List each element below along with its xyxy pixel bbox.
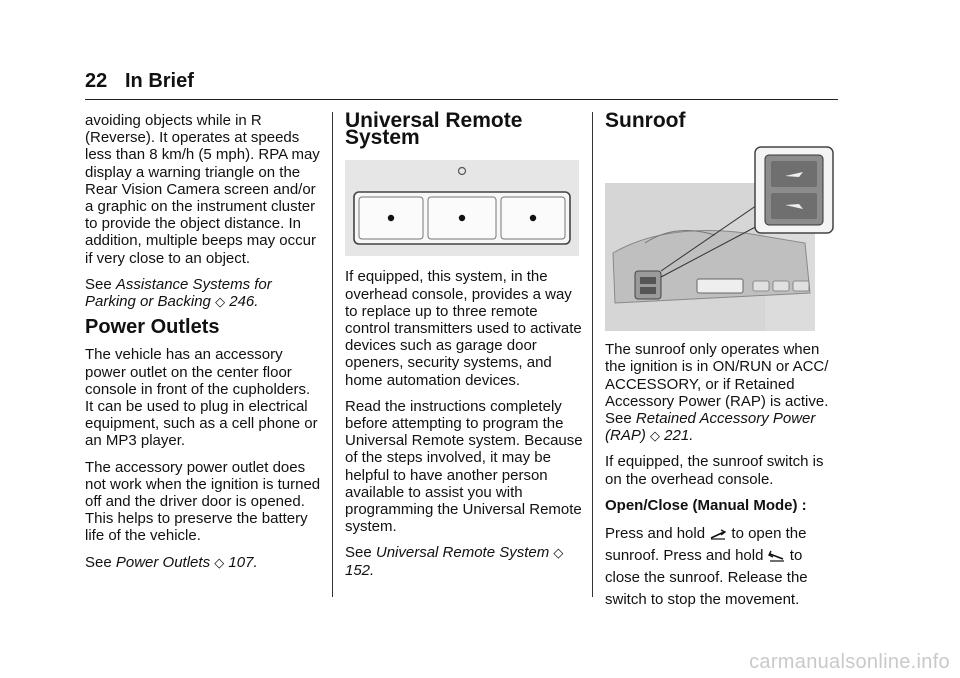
- page-ref-icon: ◇: [215, 294, 226, 310]
- page-ref-icon: ◇: [214, 554, 225, 570]
- cross-reference-link[interactable]: Universal Remote System: [375, 544, 550, 562]
- column-middle: [345, 109, 583, 588]
- paragraph-power-outlets: The vehicle has an accessory power outlet on the center floor console in front of the cupholders. It can be used to plug in electrical equipment, such as a cell phone or an MP3 player.: [85, 346, 318, 450]
- subheading-open-close: Open/Close (Manual Mode) :: [605, 496, 807, 514]
- sunroof-close-icon: [768, 549, 786, 563]
- paragraph-open-close: Press and hold to open the sunroof. Press and hold to close the sunroof. Release the switch to stop the movement.: [605, 525, 808, 609]
- page-header: [85, 70, 838, 100]
- cross-reference-link[interactable]: Power Outlets: [115, 553, 211, 571]
- cross-reference-link[interactable]: Assistance Systems for Parking or Backing: [85, 275, 272, 311]
- paragraph-universal-remote-2: Read the instructions completely before attempting to program the Universal Remote system. Because of the steps involved, it may be helpful to have another person available to assist you with programming the Universal Remote system.: [345, 397, 583, 536]
- paragraph-sunroof-switch: If equipped, the sunroof switch is on the overhead console.: [605, 453, 824, 488]
- universal-remote-illustration: [345, 160, 579, 256]
- page-ref-icon: ◇: [553, 545, 564, 561]
- sunroof-switch-illustration: [605, 143, 841, 331]
- watermark: carmanualsonline.info: [749, 651, 950, 673]
- paragraph-sunroof: The sunroof only operates when the ignition is in ON/RUN or ACC/ ACCESSORY, or if Retained Accessory Power (RAP) is active. See Retained Accessory Power (RAP) ◇ 221.: [605, 341, 829, 445]
- heading-universal-remote: Universal Remote System: [345, 109, 523, 150]
- see-reference: See Universal Remote System ◇ 152.: [345, 544, 564, 579]
- paragraph-universal-remote: If equipped, this system, in the overhead console, provides a way to replace up to three remote control transmitters used to activate devices such as garage door openers, security systems, and home automation devices.: [345, 268, 582, 389]
- column-divider: [592, 112, 593, 597]
- cross-reference-link[interactable]: Retained Accessory Power (RAP): [605, 410, 816, 445]
- page-number: 22: [85, 70, 108, 92]
- column-left: [85, 112, 321, 580]
- page-ref-icon: ◇: [650, 428, 661, 444]
- paragraph-power-outlets-2: The accessory power outlet does not work when the ignition is turned off and the driver door is opened. This helps to preserve the battery life of the vehicle.: [85, 458, 321, 545]
- see-reference: See Power Outlets ◇ 107.: [85, 553, 258, 571]
- paragraph-rpa: avoiding objects while in R (Reverse). It operates at speeds less than 8 km/h (5 mph). RPA may display a warning triangle on the Rear Vision Camera screen and/or a graphic on the instrument cluster to provide the object distance. In addition, multiple beeps may occur if very close to an object.: [85, 112, 320, 267]
- sunroof-open-icon: [709, 527, 727, 541]
- header-rule: [85, 99, 838, 100]
- heading-sunroof: Sunroof: [605, 109, 686, 132]
- see-reference: See Assistance Systems for Parking or Backing ◇ 246.: [85, 275, 272, 311]
- column-divider: [332, 112, 333, 597]
- section-title: In Brief: [125, 70, 194, 92]
- heading-power-outlets: Power Outlets: [85, 316, 220, 339]
- column-right: [605, 109, 841, 620]
